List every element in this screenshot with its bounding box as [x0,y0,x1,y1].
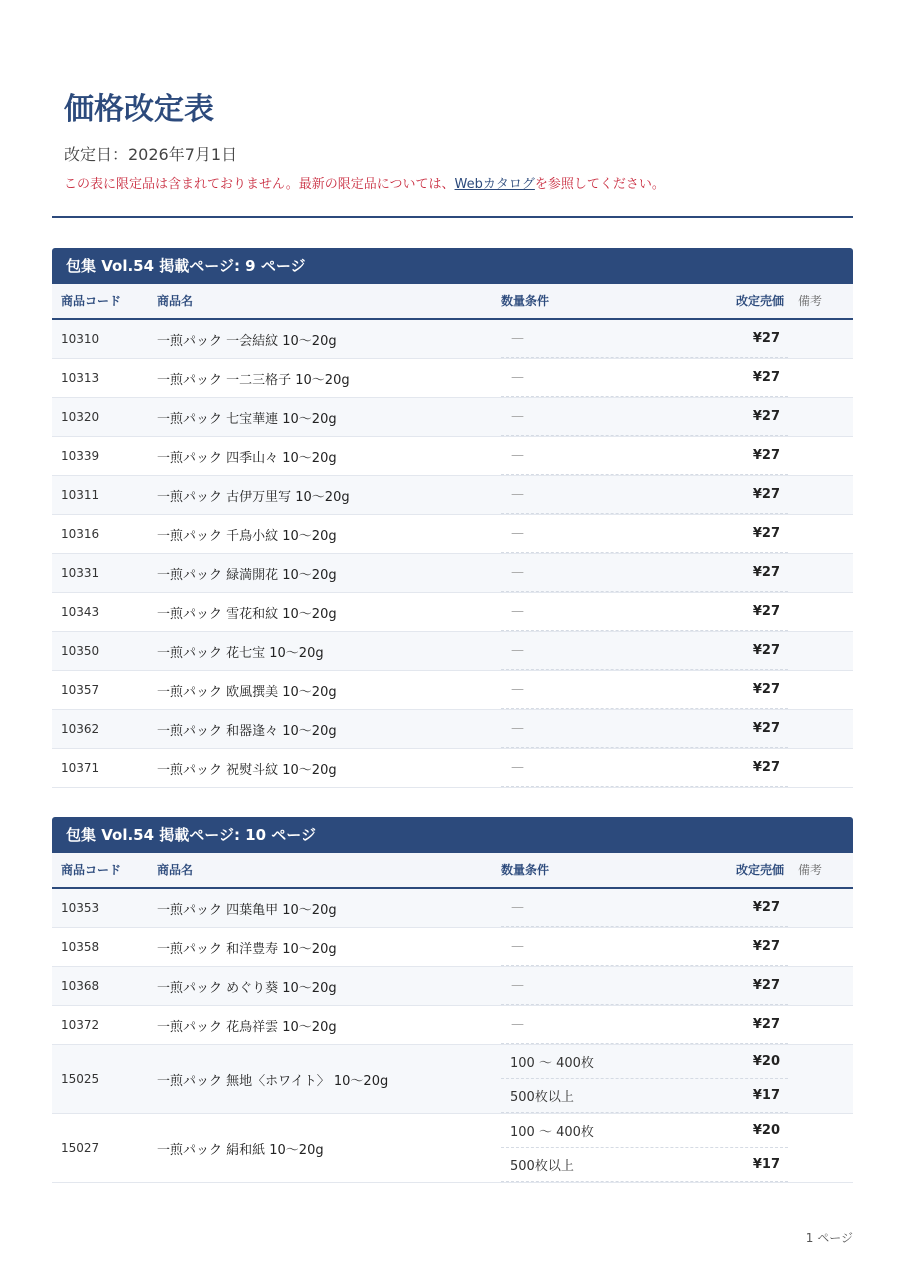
revised-price: ¥27 [752,409,780,424]
product-name: 一煎パック 千鳥小紋 10〜20g [157,528,337,544]
product-name: 一煎パック 和器逢々 10〜20g [157,723,337,739]
table-row [52,398,853,437]
table-body [52,320,853,788]
page-title: 価格改定表 [64,92,214,127]
product-name: 一煎パック 四季山々 10〜20g [157,450,337,466]
notice-text-before: この表に限定品は含まれておりません。最新の限定品については、 [64,177,455,192]
product-name: 一煎パック 和洋豊寿 10〜20g [157,941,337,957]
column-condition: 数量条件 [501,294,550,308]
quantity-tier [501,1148,788,1182]
product-code: 10372 [61,1018,100,1032]
table-row [52,1114,853,1183]
revised-price: ¥27 [752,939,780,954]
section-heading: 包集 Vol.54 掲載ページ: 9 ページ [52,248,853,284]
table-row [52,889,853,928]
product-name: 一煎パック 祝熨斗紋 10〜20g [157,762,337,778]
quantity-condition: — [511,1017,524,1032]
product-name: 一煎パック 一会結紋 10〜20g [157,333,337,349]
quantity-tier [501,1045,788,1079]
product-name: 一煎パック 絹和紙 10〜20g [157,1142,324,1158]
product-code: 10320 [61,410,100,424]
revised-price: ¥27 [752,448,780,463]
quantity-condition: — [511,721,524,736]
header-divider [52,216,853,218]
revised-price: ¥27 [752,643,780,658]
quantity-condition: — [511,900,524,915]
revised-price: ¥20 [752,1054,780,1069]
table-row [52,671,853,710]
column-note: 備考 [798,863,823,877]
product-code: 10368 [61,979,100,993]
table-row [52,320,853,359]
product-code: 10371 [61,761,100,775]
notice-text-after: を参照してください。 [534,177,665,192]
table-row [52,967,853,1006]
table-row [52,710,853,749]
product-code: 10350 [61,644,100,658]
quantity-condition: — [511,978,524,993]
product-code: 10339 [61,449,100,463]
table-row [52,515,853,554]
product-code: 10311 [61,488,100,502]
quantity-condition: — [511,643,524,658]
quantity-condition: — [511,682,524,697]
quantity-tier [501,593,788,631]
table-body [52,889,853,1183]
revised-price: ¥27 [752,370,780,385]
table-row [52,1006,853,1045]
quantity-condition: — [511,331,524,346]
product-name: 一煎パック 雪花和紋 10〜20g [157,606,337,622]
column-note: 備考 [798,294,823,308]
quantity-condition: — [511,409,524,424]
quantity-tier [501,1079,788,1113]
column-condition: 数量条件 [501,863,550,877]
quantity-tier [501,476,788,514]
revised-price: ¥27 [752,760,780,775]
quantity-tier [501,554,788,592]
page-number: 1 ページ [805,1231,853,1245]
column-code: 商品コード [61,863,122,877]
product-name: 一煎パック 無地〈ホワイト〉 10〜20g [157,1073,389,1089]
quantity-condition: — [511,604,524,619]
column-name: 商品名 [157,863,194,877]
product-code: 10343 [61,605,100,619]
quantity-condition: 100 〜 400枚 [510,1056,594,1071]
table-row [52,554,853,593]
quantity-condition: 500枚以上 [510,1159,574,1174]
column-price: 改定売価 [735,294,784,308]
product-name: 一煎パック 緑満開花 10〜20g [157,567,337,583]
quantity-condition: 100 〜 400枚 [510,1125,594,1140]
table-row [52,1045,853,1114]
product-name: 一煎パック 欧風撰美 10〜20g [157,684,337,700]
revised-price: ¥17 [752,1088,780,1103]
revised-price: ¥17 [752,1157,780,1172]
column-header-row [52,284,853,320]
quantity-condition: — [511,939,524,954]
quantity-condition: — [511,448,524,463]
quantity-tier [501,515,788,553]
table-row [52,359,853,398]
section-page-9 [52,248,853,788]
revised-price: ¥27 [752,331,780,346]
quantity-tier [501,1006,788,1044]
revised-price: ¥27 [752,604,780,619]
column-header-row [52,853,853,889]
quantity-tier [501,359,788,397]
table-row [52,437,853,476]
quantity-condition: — [511,370,524,385]
revised-price: ¥27 [752,682,780,697]
product-code: 15027 [61,1141,100,1155]
quantity-tier [501,671,788,709]
product-code: 10358 [61,940,100,954]
table-row [52,632,853,671]
quantity-condition: — [511,526,524,541]
product-name: 一煎パック 一二三格子 10〜20g [157,372,350,388]
revised-price: ¥27 [752,565,780,580]
revised-price: ¥27 [752,900,780,915]
quantity-tier [501,1114,788,1148]
section-heading: 包集 Vol.54 掲載ページ: 10 ページ [52,817,853,853]
revised-price: ¥27 [752,1017,780,1032]
product-code: 10310 [61,332,100,346]
quantity-tier [501,632,788,670]
product-code: 10353 [61,901,100,915]
quantity-condition: — [511,760,524,775]
product-name: 一煎パック 花鳥祥雲 10〜20g [157,1019,337,1035]
table-row [52,593,853,632]
quantity-condition: — [511,565,524,580]
product-code: 10313 [61,371,100,385]
section-page-10 [52,817,853,1183]
product-code: 15025 [61,1072,100,1086]
product-code: 10316 [61,527,100,541]
quantity-tier [501,437,788,475]
table-row [52,476,853,515]
web-catalog-link[interactable]: Webカタログ [454,177,535,192]
product-code: 10357 [61,683,100,697]
quantity-tier [501,320,788,358]
product-name: 一煎パック 古伊万里写 10〜20g [157,489,350,505]
column-price: 改定売価 [735,863,784,877]
column-name: 商品名 [157,294,194,308]
revised-price: ¥27 [752,721,780,736]
quantity-tier [501,967,788,1005]
product-name: 一煎パック 花七宝 10〜20g [157,645,324,661]
quantity-tier [501,398,788,436]
quantity-tier [501,710,788,748]
product-code: 10331 [61,566,100,580]
table-row [52,928,853,967]
column-code: 商品コード [61,294,122,308]
table-row [52,749,853,788]
quantity-tier [501,928,788,966]
revised-price: ¥27 [752,526,780,541]
quantity-condition: 500枚以上 [510,1090,574,1105]
revised-price: ¥27 [752,487,780,502]
limited-items-notice [64,175,665,195]
quantity-tier [501,749,788,787]
product-name: 一煎パック めぐり葵 10〜20g [157,980,337,996]
revision-date: 改定日：2026年7月1日 [64,145,238,164]
quantity-condition: — [511,487,524,502]
product-name: 一煎パック 七宝華連 10〜20g [157,411,337,427]
revised-price: ¥20 [752,1123,780,1138]
quantity-tier [501,889,788,927]
revised-price: ¥27 [752,978,780,993]
product-name: 一煎パック 四葉亀甲 10〜20g [157,902,337,918]
product-code: 10362 [61,722,100,736]
